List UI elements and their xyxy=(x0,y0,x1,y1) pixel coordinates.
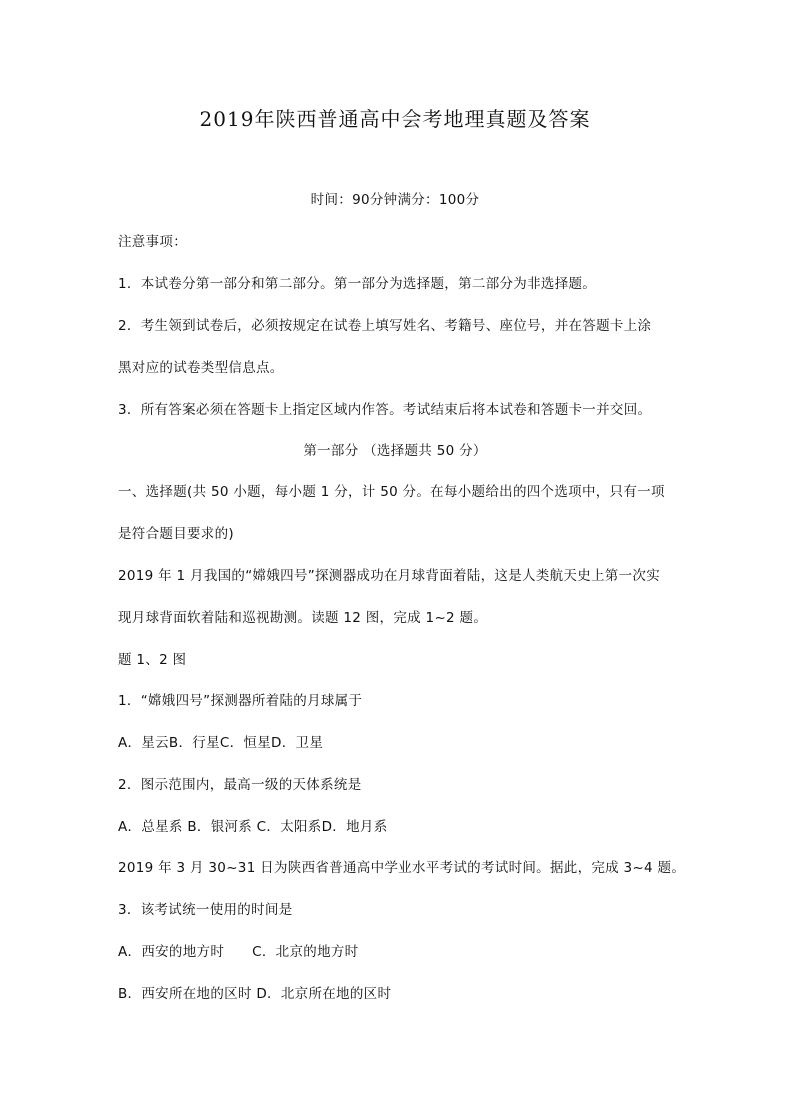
passage-1-line-2: 现月球背面软着陆和巡视勘测。读题 12 图，完成 1~2 题。 xyxy=(118,610,488,626)
part-one-heading: 第一部分 （选择题共 50 分） xyxy=(303,443,487,459)
passage-1-line-1: 2019 年 1 月我国的“嫦娥四号”探测器成功在月球背面着陆，这是人类航天史上第一次实 xyxy=(118,568,661,584)
notice-item-3: 3．所有答案必须在答题卡上指定区域内作答。考试结束后将本试卷和答题卡一并交回。 xyxy=(118,402,652,418)
section-intro-line-1: 一、选择题(共 50 小题，每小题 1 分，计 50 分。在每小题给出的四个选项中，只有一项 xyxy=(118,484,665,500)
question-3-stem: 3．该考试统一使用的时间是 xyxy=(118,902,293,918)
notice-item-2-continued: 黑对应的试卷类型信息点。 xyxy=(118,360,284,376)
section-intro-line-2: 是符合题目要求的) xyxy=(118,526,234,542)
exam-info: 时间：90分钟满分：100分 xyxy=(310,192,480,208)
question-3-option-b: B．西安所在地的区时 xyxy=(118,986,252,1002)
notice-item-2: 2．考生领到试卷后，必须按规定在试卷上填写姓名、考籍号、座位号，并在答题卡上涂 xyxy=(118,318,652,334)
figure-caption: 题 1、2 图 xyxy=(118,652,187,668)
question-3-options-row-1 xyxy=(118,943,358,961)
question-1-options: A．星云B．行星C．恒星D．卫星 xyxy=(118,735,324,751)
question-3-option-c: C．北京的地方时 xyxy=(252,944,359,960)
notice-heading: 注意事项： xyxy=(118,234,187,250)
question-3-options-row-2 xyxy=(118,985,391,1003)
question-3-option-d: D．北京所在地的区时 xyxy=(256,986,392,1002)
notice-item-1: 1．本试卷分第一部分和第二部分。第一部分为选择题，第二部分为非选择题。 xyxy=(118,276,597,292)
question-3-option-a: A．西安的地方时 xyxy=(118,944,225,960)
page-title: 2019年陕西普通高中会考地理真题及答案 xyxy=(199,107,591,131)
question-2-stem: 2．图示范围内，最高一级的天体系统是 xyxy=(118,777,362,793)
passage-2: 2019 年 3 月 30~31 日为陕西省普通高中学业水平考试的考试时间。据此，完成 3~4 题。 xyxy=(118,860,686,876)
question-2-options: A．总星系 B．银河系 C．太阳系D．地月系 xyxy=(118,819,388,835)
question-1-stem: 1．“嫦娥四号”探测器所着陆的月球属于 xyxy=(118,693,363,709)
